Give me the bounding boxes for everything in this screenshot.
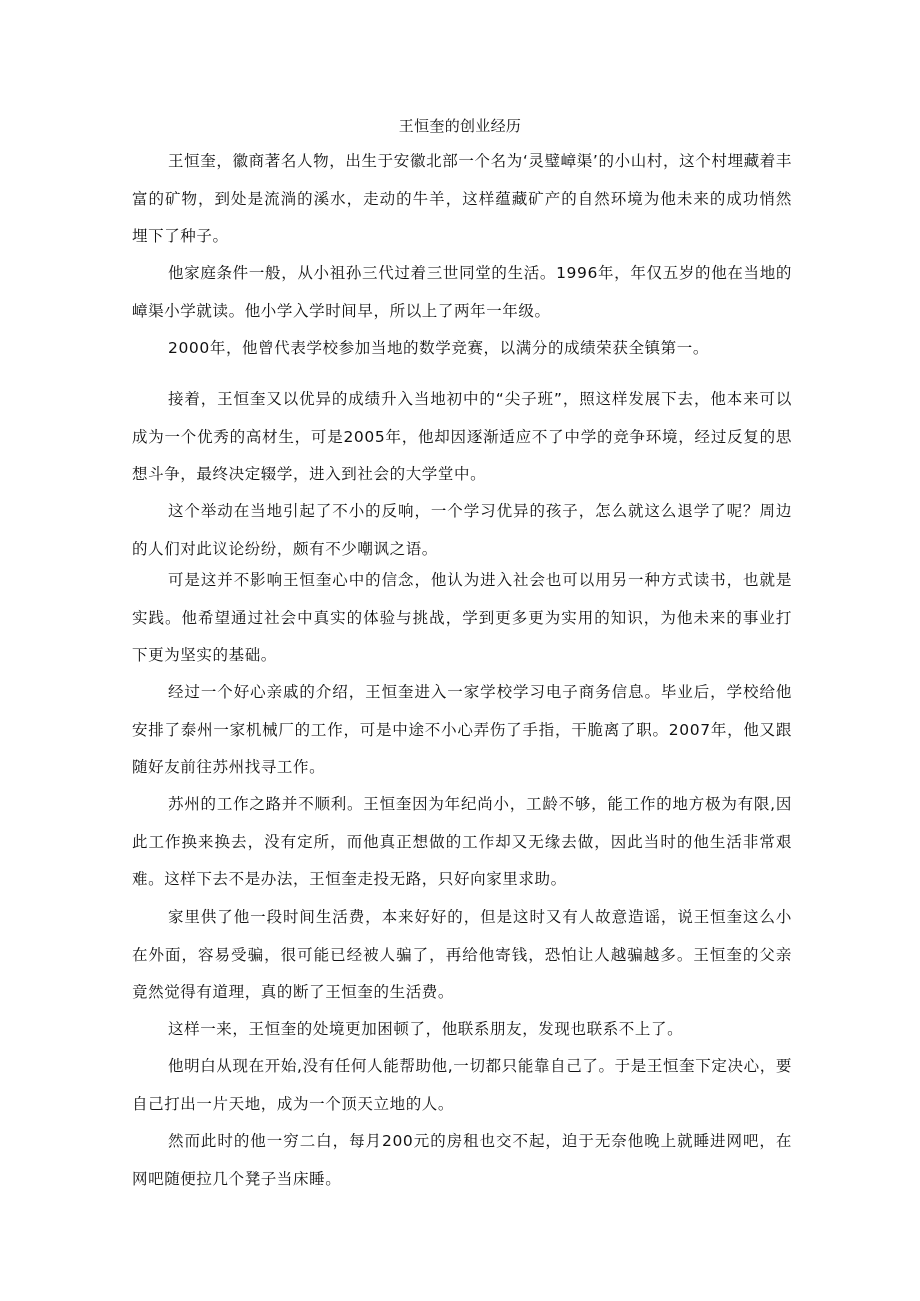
paragraph-birthplace: 王恒奎，徽商著名人物，出生于安徽北部一个名为‘灵璧嶂渠’的小山村，这个村埋藏着丰富的矿物，到处是流淌的溪水，走动的牛羊，这样蕴藏矿产的自然环境为他未来的成功悄然埋下了种子。: [132, 152, 792, 245]
paragraph-determination: 他明白从现在开始,没有任何人能帮助他,一切都只能靠自己了。于是王恒奎下定决心，要自己打出一片天地，成为一个顶天立地的人。: [132, 1057, 792, 1113]
paragraph-suzhou: 苏州的工作之路并不顺利。王恒奎因为年纪尚小，工龄不够，能工作的地方极为有限,因此工作换来换去，没有定所，而他真正想做的工作却又无缘去做，因此当时的他生活非常艰难。这样下去不是办法，王恒奎走投无路，只好向家里求助。: [132, 795, 792, 888]
paragraph-reaction: 这个举动在当地引起了不小的反响，一个学习优异的孩子，怎么就这么退学了呢？周边的人们对此议论纷纷，颇有不少嘲讽之语。: [132, 502, 792, 558]
paragraph-belief: 可是这并不影响王恒奎心中的信念，他认为进入社会也可以用另一种方式读书，也就是实践。他希望通过社会中真实的体验与挑战，学到更多更为实用的知识，为他未来的事业打下更为坚实的基础。: [132, 571, 792, 664]
paragraph-dropout: 接着，王恒奎又以优异的成绩升入当地初中的“尖子班”，照这样发展下去，他本来可以成为一个优秀的高材生，可是2005年，他却因逐渐适应不了中学的竞争环境，经过反复的思想斗争，最终决定辍学，进入到社会的大学堂中。: [132, 390, 792, 483]
paragraph-living-expenses: 家里供了他一段时间生活费，本来好好的，但是这时又有人故意造谣，说王恒奎这么小在外面，容易受骗，很可能已经被人骗了，再给他寄钱，恐怕让人越骗越多。王恒奎的父亲竟然觉得有道理，真的断了王恒奎的生活费。: [132, 908, 792, 1001]
paragraph-first-job: 经过一个好心亲戚的介绍，王恒奎进入一家学校学习电子商务信息。毕业后，学校给他安排了泰州一家机械厂的工作，可是中途不小心弄伤了手指，干脆离了职。2007年，他又跟随好友前往苏州找寻工作。: [132, 683, 792, 776]
paragraph-family: 他家庭条件一般，从小祖孙三代过着三世同堂的生活。1996年，年仅五岁的他在当地的嶂渠小学就读。他小学入学时间早，所以上了两年一年级。: [132, 264, 792, 320]
paragraph-isolation: 这样一来，王恒奎的处境更加困顿了，他联系朋友，发现也联系不上了。: [168, 1020, 684, 1038]
document-title: 王恒奎的创业经历: [398, 117, 522, 135]
paragraph-math-contest: 2000年，他曾代表学校参加当地的数学竞赛，以满分的成绩荣获全镇第一。: [168, 339, 709, 357]
paragraph-internet-cafe: 然而此时的他一穷二白，每月200元的房租也交不起，迫于无奈他晚上就睡进网吧，在网吧随便拉几个凳子当床睡。: [132, 1132, 792, 1188]
